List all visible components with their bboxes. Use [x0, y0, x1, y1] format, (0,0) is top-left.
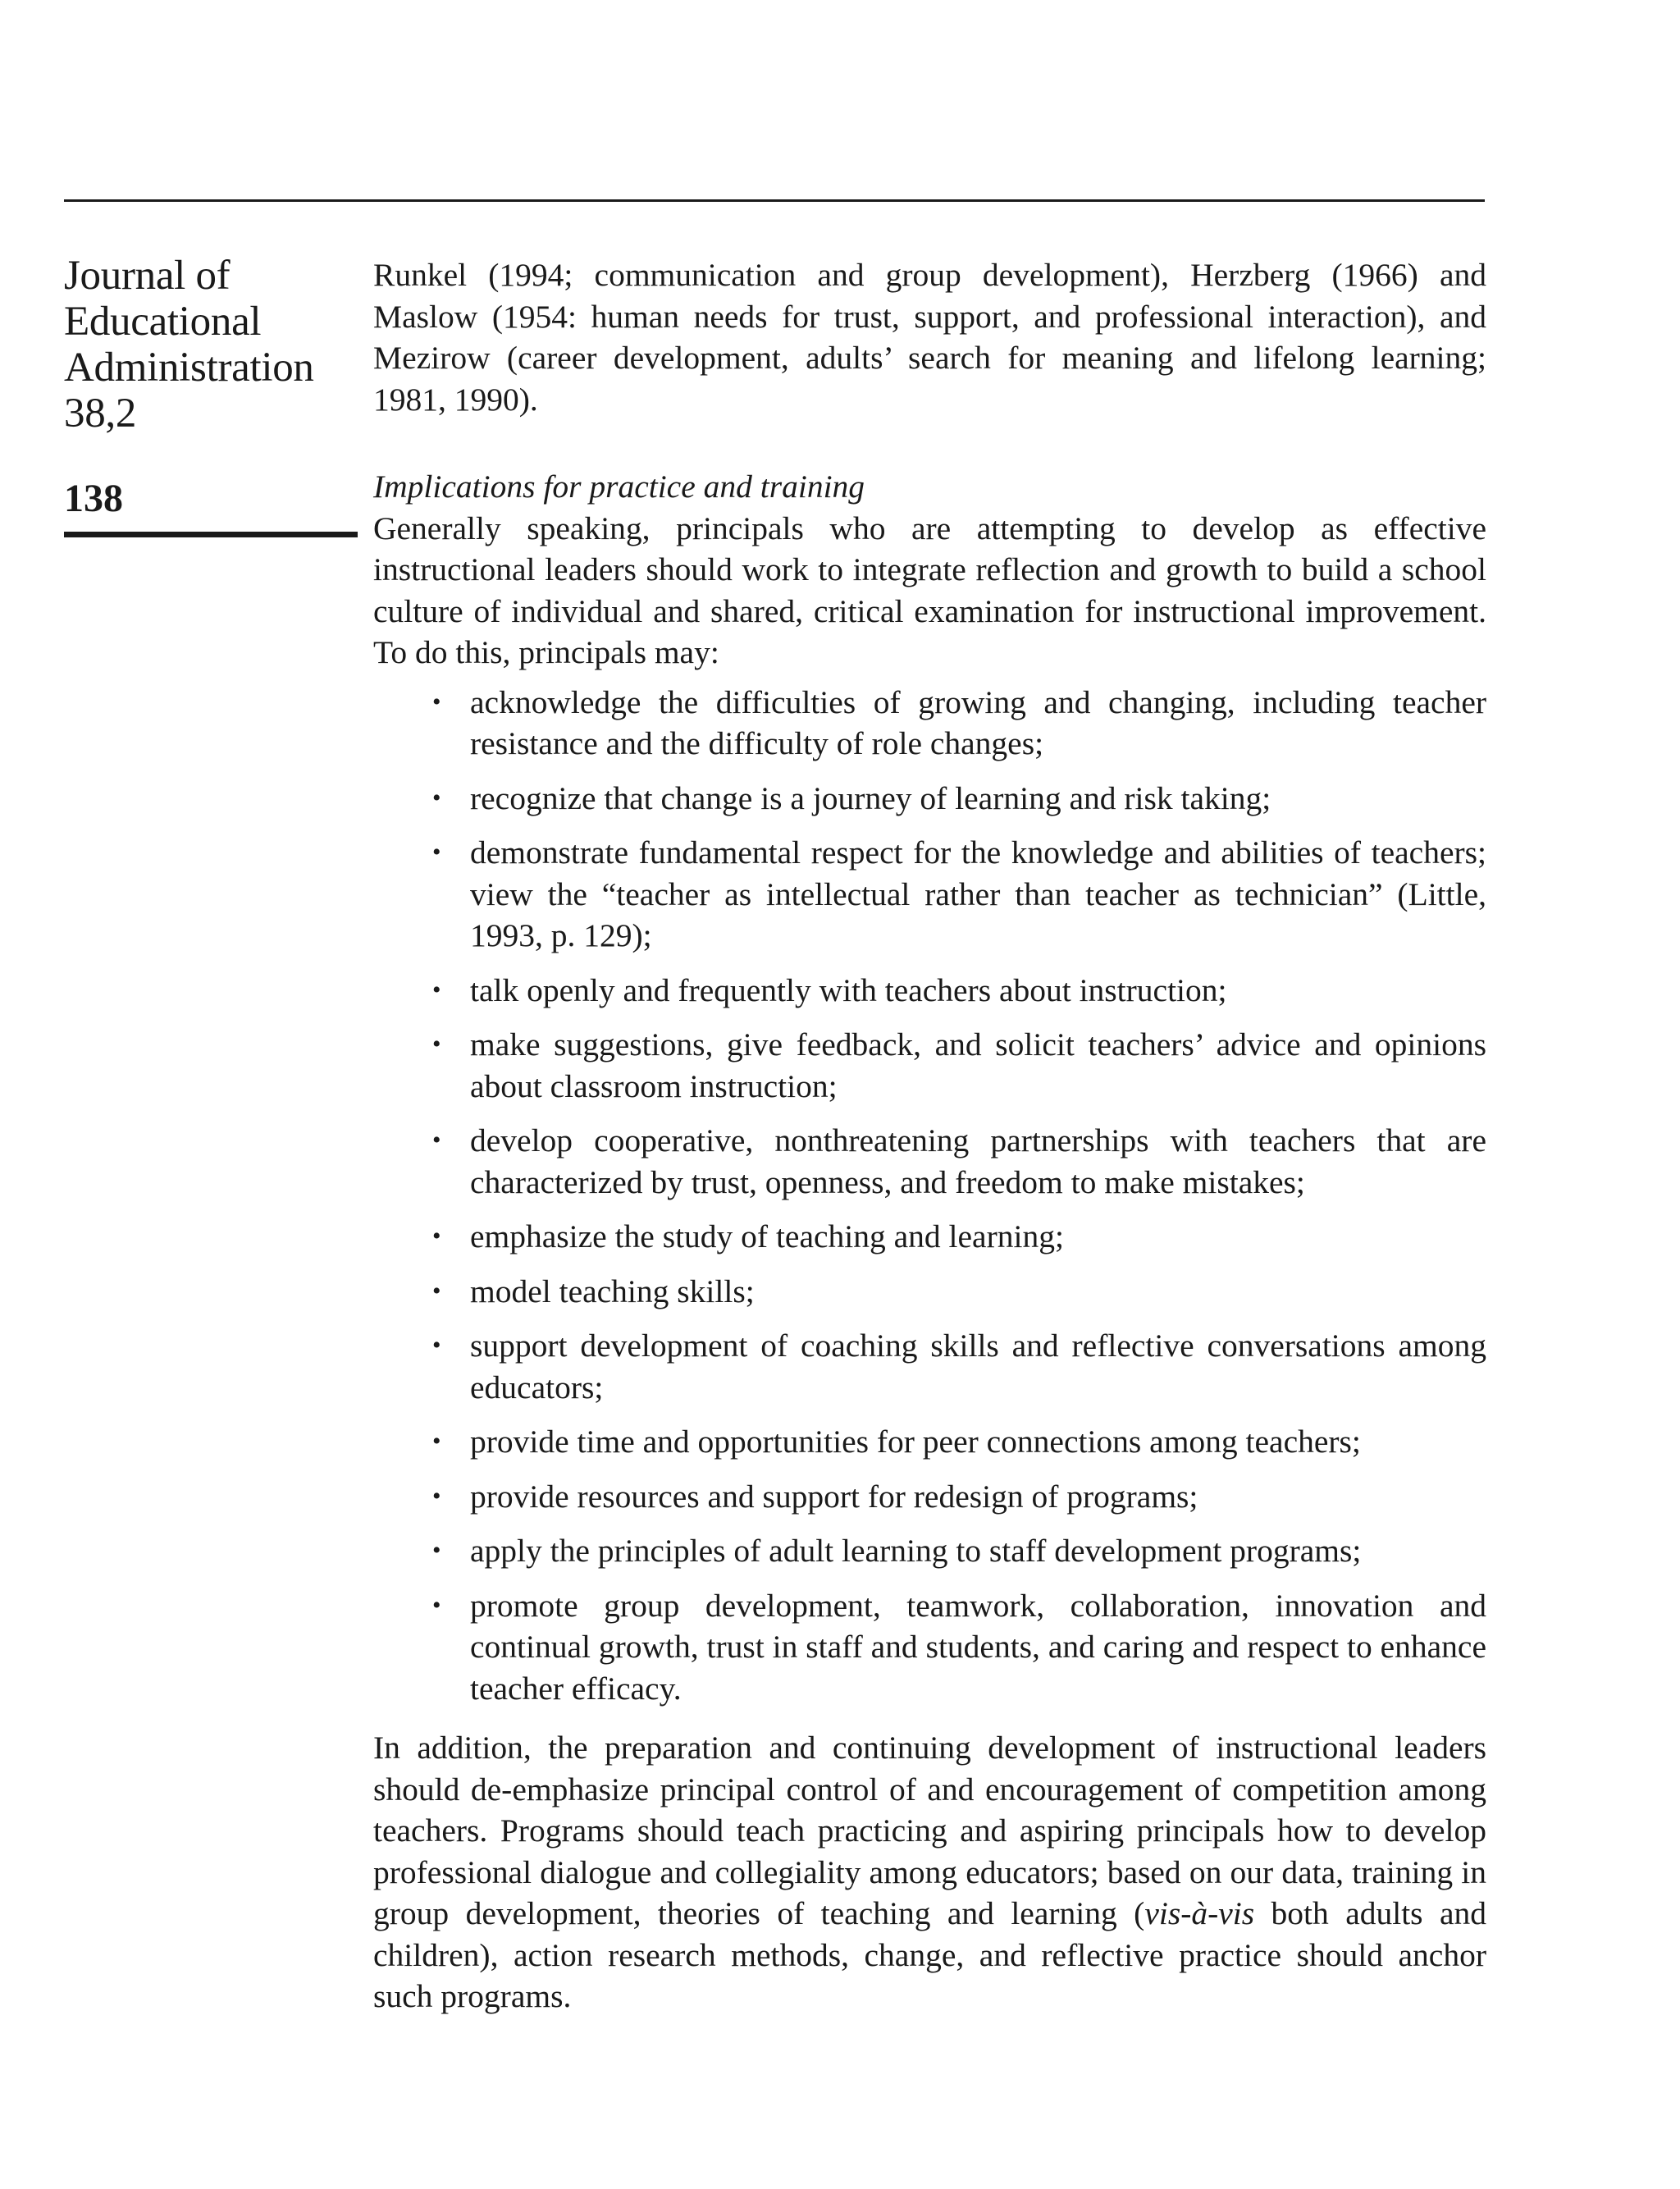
bullet-icon: • [432, 1591, 441, 1619]
section-paragraph: Generally speaking, principals who are attempting to develop as effective instructional leaders should work to integrate reflection and growth to build a school culture of individual and shared, critical examination for instructional improvement. To do this, principals may: [373, 510, 1486, 670]
bullet-icon: • [432, 976, 441, 1003]
list-item [432, 1476, 1486, 1518]
final-paragraph-text: In addition, the preparation and continuing development of instructional leaders should de-emphasize principal control of and encouragement of competition among teachers. Programs should teach practicing and aspiring principals how to develop professional dialogue and collegiality among educators; based on our data, training in group development, theories of teaching and learning ( [373, 1730, 1486, 1931]
list-item-text: provide time and opportunities for peer connections among teachers; [470, 1424, 1361, 1460]
list-item [432, 682, 1486, 765]
journal-title-line: Educational [64, 299, 262, 345]
list-item-text: provide resources and support for redesign of programs; [470, 1478, 1198, 1515]
bullet-icon: • [432, 1482, 441, 1510]
list-item-text: make suggestions, give feedback, and solicit teachers’ advice and opinions about classroom instruction; [470, 1026, 1486, 1104]
bullet-icon: • [432, 1126, 441, 1154]
italic-phrase: vis-à-vis [1144, 1895, 1255, 1931]
bullet-icon: • [432, 688, 441, 715]
page-number-rule [64, 532, 358, 537]
article-body [373, 254, 1486, 2018]
list-item [432, 1530, 1486, 1572]
list-item [432, 778, 1486, 820]
header-rule [64, 199, 1485, 202]
list-item-text: support development of coaching skills and reflective conversations among educators; [470, 1328, 1486, 1405]
list-item [432, 1325, 1486, 1408]
list-item [432, 1271, 1486, 1313]
list-item-text: demonstrate fundamental respect for the knowledge and abilities of teachers; view the “teacher as intellectual rather than teacher as technician” (Little, 1993, p. 129); [470, 834, 1486, 953]
list-item [432, 832, 1486, 957]
list-item-text: promote group development, teamwork, collaboration, innovation and continual growth, trust in staff and students, and caring and respect to enhance teacher efficacy. [470, 1587, 1486, 1707]
list-item [432, 1216, 1486, 1258]
section-heading: Implications for practice and training [373, 468, 865, 505]
list-item-text: develop cooperative, nonthreatening partnerships with teachers that are characterized by trust, openness, and freedom to make mistakes; [470, 1122, 1486, 1200]
journal-title-line: Administration [64, 345, 314, 391]
journal-volume: 38,2 [64, 391, 137, 436]
bullet-icon: • [432, 1222, 441, 1250]
bullet-icon: • [432, 1537, 441, 1564]
bullet-icon: • [432, 784, 441, 811]
list-item-text: apply the principles of adult learning to staff development programs; [470, 1533, 1362, 1569]
bullet-icon: • [432, 1031, 441, 1058]
bullet-icon: • [432, 839, 441, 866]
bullet-icon: • [432, 1332, 441, 1359]
list-item-text: model teaching skills; [470, 1273, 755, 1309]
page-number: 138 [64, 477, 123, 520]
list-item [432, 1024, 1486, 1107]
bullet-icon: • [432, 1428, 441, 1455]
list-item [432, 970, 1486, 1012]
intro-paragraph: Runkel (1994; communication and group development), Herzberg (1966) and Maslow (1954: human needs for trust, support, and professional interaction), and Mezirow (career development, adults’ search for meaning and lifelong learning; 1981, 1990). [373, 257, 1486, 418]
list-item-text: acknowledge the difficulties of growing and changing, including teacher resistance and the difficulty of role changes; [470, 683, 1486, 761]
bullet-icon: • [432, 1277, 441, 1305]
list-item [432, 1421, 1486, 1463]
final-paragraph-text-end: both adults and children), action research methods, change, and reflective practice should anchor such programs. [373, 1895, 1487, 2014]
journal-title [64, 253, 359, 436]
running-head [64, 253, 359, 537]
list-item [432, 1120, 1486, 1203]
journal-title-line: Journal of [64, 253, 231, 299]
list-item-text: emphasize the study of teaching and learning; [470, 1218, 1064, 1254]
recommendations-list [373, 682, 1486, 1710]
list-item [432, 1585, 1486, 1710]
final-paragraph [373, 1727, 1486, 2018]
list-item-text: talk openly and frequently with teachers about instruction; [470, 971, 1227, 1008]
list-item-text: recognize that change is a journey of learning and risk taking; [470, 779, 1271, 816]
